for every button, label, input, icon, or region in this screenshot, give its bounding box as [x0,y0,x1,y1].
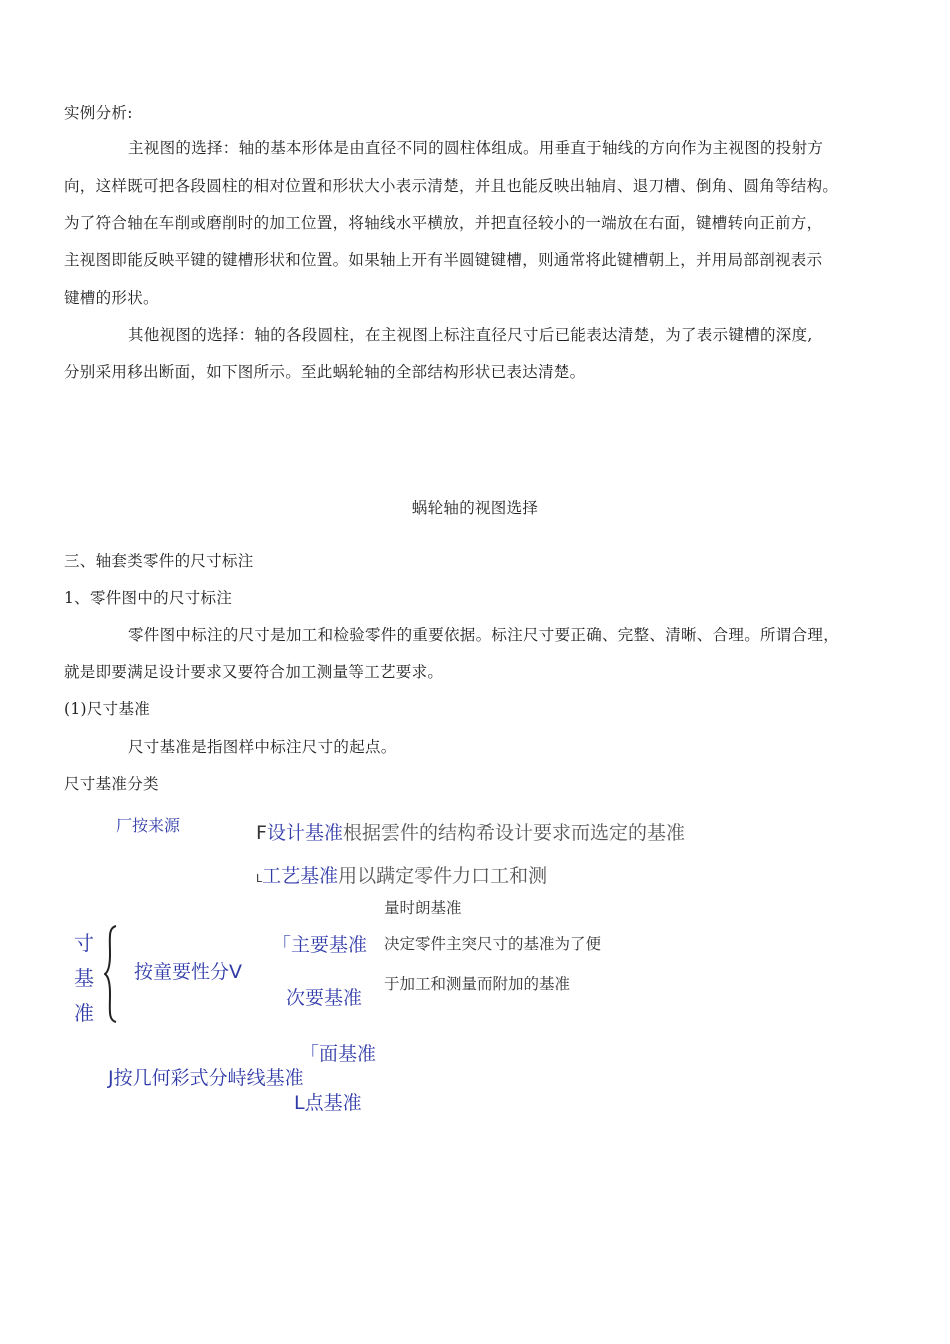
para-main-view-line-1: 主视图的选择：轴的基本形体是由直径不同的圆柱体组成。用垂直于轴线的方向作为主视图的投射方 [128,139,824,157]
para-main-view-line-5: 键槽的形状。 [64,289,159,307]
design-datum-row [256,818,685,845]
main-datum-label: 「主要基准 [272,934,368,956]
intro-heading: 实例分析: [64,104,133,122]
secondary-datum-label: 次要基准 [286,987,363,1009]
by-geometry-label: J按几何彩式分峙线基准 [108,1067,304,1089]
main-datum-desc: 决定零件主突尺寸的基准为了便 [384,935,602,953]
para-other-view-line-2: 分别采用移出断面，如下图所示。至此蜗轮轴的全部结构形状已表达清楚。 [64,363,586,381]
para-main-view-line-3: 为了符合轴在车削或磨削时的加工位置，将轴线水平横放，并把直径较小的一端放在右面，键槽转向正前方， [64,214,823,232]
process-datum-row [256,861,547,888]
datum-classification-title: 尺寸基准分类 [64,775,159,793]
para-main-view-line-4: 主视图即能反映平键的键槽形状和位置。如果轴上开有半圆键键槽，则通常将此键槽朝上，并用局部剖视表示 [64,251,823,269]
diagram-root-char-2: 基 [74,966,94,990]
design-datum-prefix: F [256,822,267,844]
secondary-datum-desc: 于加工和测量而附加的基准 [384,975,571,993]
process-datum-desc: 用以蹒定零件力口工和测 [338,865,548,887]
process-datum-desc-line-2: 量时朗基准 [384,899,462,917]
design-datum-label: 设计基准 [266,822,343,844]
para-other-view-line-1: 其他视图的选择：轴的各段圆柱，在主视图上标注直径尺寸后已能表达清楚，为了表示键槽的深度, [128,326,813,344]
process-datum-label: 工艺基准 [262,865,339,887]
by-source-label: 厂按来源 [116,816,181,835]
point-datum-label: L点基准 [294,1092,362,1114]
section-heading-dimension: 三、轴套类零件的尺寸标注 [64,552,254,570]
subheading-part-drawing-dims: 1、零件图中的尺寸标注 [64,589,233,607]
by-importance-label: 按童要性分Ⅴ [134,961,242,983]
para-dims-line-1: 零件图中标注的尺寸是加工和检验零件的重要依据。标注尺寸要正确、完整、清晰、合理。所谓合理， [128,626,840,644]
para-main-view-line-2: 向，这样既可把各段圆柱的相对位置和形状大小表示清楚，并且也能反映出轴肩、退刀槽、倒角、圆角等结构。 [64,177,839,195]
surface-datum-label: 「面基准 [300,1043,377,1065]
subheading-datum: (1)尺寸基准 [64,700,151,718]
process-datum-prefix: L [256,872,263,885]
figure-caption: 蜗轮轴的视图选择 [411,499,539,517]
diagram-root-char-3: 准 [74,1001,94,1025]
datum-definition: 尺寸基准是指图样中标注尺寸的起点。 [128,738,397,756]
para-dims-line-2: 就是即要满足设计要求又要符合加工测量等工艺要求。 [64,663,444,681]
diagram-root-char-1: 寸 [74,931,94,955]
design-datum-desc: 根据雲件的结构希设计要求而选定的基准 [342,822,685,844]
brace-icon [104,924,118,1024]
